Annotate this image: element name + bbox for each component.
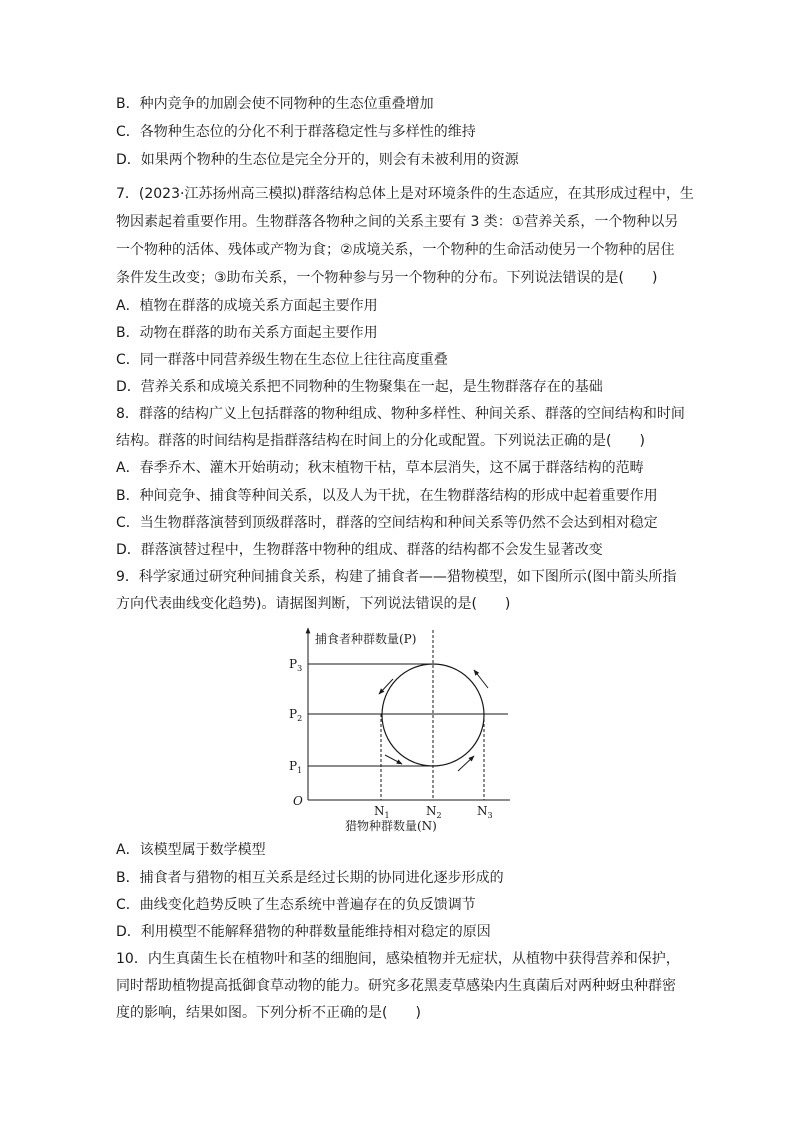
trend-arrow-lower-left — [385, 755, 402, 764]
option-8a: A．春季乔木、灌木开始萌动；秋末植物干枯，草本层消失，这不属于群落结构的范畴 — [116, 460, 644, 476]
option-9b: B．捕食者与猎物的相互关系是经过长期的协同进化逐步形成的 — [116, 870, 504, 886]
option-7b: B．动物在群落的助布关系方面起主要作用 — [116, 325, 378, 341]
question-7-line-3: 一个物种的活体、残体或产物为食；②成境关系，一个物种的生命活动使另一个物种的居住 — [116, 242, 675, 258]
question-7-line-4: 条件发生改变；③助布关系，一个物种参与另一个物种的分布。下列说法错误的是( ) — [116, 270, 658, 286]
tick-n3: $N_3$ — [477, 804, 493, 820]
tick-n1: $N_1$ — [374, 804, 390, 820]
tick-p2: $P_2$ — [289, 707, 303, 723]
option-6c: C．各物种生态位的分化不利于群落稳定性与多样性的维持 — [116, 124, 476, 140]
option-7a: A．植物在群落的成境关系方面起主要作用 — [116, 298, 378, 314]
trend-arrow-upper-right — [474, 670, 488, 688]
tick-n2: $N_2$ — [426, 804, 442, 820]
origin-label: O — [293, 794, 303, 808]
question-8-line-1: 8．群落的结构广义上包括群落的物种组成、物种多样性、种间关系、群落的空间结构和时间 — [116, 406, 685, 422]
question-10-line-3: 度的影响，结果如图。下列分析不正确的是( ) — [116, 1005, 421, 1021]
question-7-line-1: 7．(2023·江苏扬州高三模拟)群落结构总体上是对环境条件的生态适应，在其形成过程中，生 — [116, 186, 694, 202]
tick-p3: $P_3$ — [289, 657, 303, 673]
option-8c: C．当生物群落演替到顶级群落时，群落的空间结构和种间关系等仍然不会达到相对稳定 — [116, 515, 658, 531]
option-7d: D．营养关系和成境关系把不同物种的生物聚集在一起，是生物群落存在的基础 — [116, 379, 603, 395]
question-9-line-2: 方向代表曲线变化趋势)。请据图判断，下列说法错误的是( ) — [116, 596, 511, 612]
question-8-line-2: 结构。群落的时间结构是指群落结构在时间上的分化或配置。下列说法正确的是( ) — [116, 433, 645, 449]
option-6d: D．如果两个物种的生态位是完全分开的，则会有未被利用的资源 — [116, 152, 519, 168]
question-7-line-2: 物因素起着重要作用。生物群落各物种之间的关系主要有 3 类：①营养关系，一个物种以另 — [116, 214, 679, 230]
tick-p1: $P_1$ — [289, 759, 303, 775]
option-9a: A．该模型属于数学模型 — [116, 842, 266, 858]
question-10-line-1: 10．内生真菌生长在植物叶和茎的细胞间，感染植物并无症状，从植物中获得营养和保护， — [116, 951, 680, 967]
question-10-line-2: 同时帮助植物提高抵御食草动物的能力。研究多花黑麦草感染内生真菌后对两种蚜虫种群密 — [116, 978, 676, 994]
question-9-line-1: 9．科学家通过研究种间捕食关系，构建了捕食者——猎物模型，如下图所示(图中箭头所指 — [116, 569, 677, 585]
option-9c: C．曲线变化趋势反映了生态系统中普遍存在的负反馈调节 — [116, 897, 476, 913]
y-axis-title: 捕食者种群数量(P) — [315, 632, 417, 646]
option-6b: B．种内竞争的加剧会使不同物种的生态位重叠增加 — [116, 96, 434, 112]
option-7c: C．同一群落中同营养级生物在生态位上往往高度重叠 — [116, 352, 448, 368]
x-axis-title: 猎物种群数量(N) — [345, 819, 437, 833]
option-8d: D．群落演替过程中，生物群落中物种的组成、群落的结构都不会发生显著改变 — [116, 542, 603, 558]
option-8b: B．种间竞争、捕食等种间关系，以及人为干扰，在生物群落结构的形成中起着重要作用 — [116, 488, 658, 504]
option-9d: D．利用模型不能解释猎物的种群数量能维持相对稳定的原因 — [116, 924, 491, 940]
